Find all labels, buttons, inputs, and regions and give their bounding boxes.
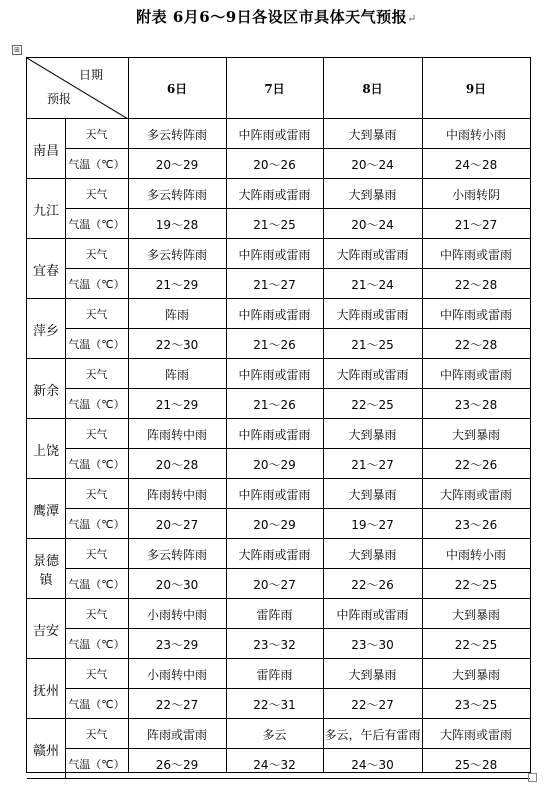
temp-cell: 22～31 bbox=[253, 697, 296, 712]
weather-cell: 中阵雨或雷雨 bbox=[238, 127, 311, 142]
temp-cell: 24～32 bbox=[253, 757, 296, 772]
document-title: 附表 6月6～9日各设区市具体天气预报↵ bbox=[136, 8, 417, 26]
temp-label: 气温（℃） bbox=[68, 398, 125, 411]
weather-cell: 阵雨或雷雨 bbox=[146, 727, 207, 742]
temp-cell: 20～29 bbox=[253, 457, 296, 472]
weather-cell: 大阵雨或雷雨 bbox=[439, 727, 512, 742]
temp-cell: 23～26 bbox=[454, 517, 498, 532]
weather-label: 天气 bbox=[85, 668, 108, 681]
temp-label: 气温（℃） bbox=[68, 578, 125, 591]
weather-cell: 中阵雨或雷雨 bbox=[336, 607, 409, 622]
city-name: 九江 bbox=[32, 203, 59, 219]
weather-cell: 大到暴雨 bbox=[348, 547, 397, 562]
temp-cell: 21～27 bbox=[253, 277, 296, 292]
weather-cell: 大阵雨或雷雨 bbox=[238, 187, 311, 202]
temp-cell: 25～28 bbox=[454, 757, 498, 772]
temp-cell: 22～28 bbox=[454, 277, 498, 292]
weather-cell: 大到暴雨 bbox=[348, 487, 397, 502]
city-name: 抚州 bbox=[32, 683, 59, 699]
weather-cell: 多云转阵雨 bbox=[146, 187, 207, 202]
weather-cell: 中阵雨或雷雨 bbox=[238, 367, 311, 382]
weather-cell: 阵雨 bbox=[164, 367, 189, 382]
weather-cell: 大到暴雨 bbox=[348, 187, 397, 202]
weather-cell: 中阵雨或雷雨 bbox=[238, 247, 311, 262]
day-header: 7日 bbox=[264, 82, 285, 96]
weather-label: 天气 bbox=[85, 728, 108, 741]
temp-label: 气温（℃） bbox=[68, 518, 125, 531]
temp-cell: 23～28 bbox=[454, 397, 498, 412]
temp-cell: 23～25 bbox=[454, 697, 498, 712]
weather-label: 天气 bbox=[85, 608, 108, 621]
day-header: 8日 bbox=[362, 82, 383, 96]
weather-label: 天气 bbox=[85, 488, 108, 501]
temp-cell: 22～26 bbox=[351, 577, 394, 592]
temp-cell: 19～28 bbox=[155, 217, 199, 232]
weather-label: 天气 bbox=[85, 308, 108, 321]
temp-cell: 20～28 bbox=[155, 457, 199, 472]
day-header: 9日 bbox=[465, 82, 487, 96]
weather-cell: 阵雨 bbox=[164, 307, 189, 322]
city-name: 景德镇 bbox=[32, 554, 59, 588]
temp-cell: 22～27 bbox=[155, 697, 199, 712]
weather-label: 天气 bbox=[85, 428, 108, 441]
corner-date-label: 日期 bbox=[79, 67, 104, 82]
temp-label: 气温（℃） bbox=[68, 458, 125, 471]
weather-cell: 大阵雨或雷雨 bbox=[439, 487, 512, 502]
temp-cell: 21～26 bbox=[253, 397, 296, 412]
temp-label: 气温（℃） bbox=[68, 698, 125, 711]
temp-label: 气温（℃） bbox=[68, 758, 125, 771]
temp-cell: 20～27 bbox=[253, 577, 296, 592]
temp-cell: 21～26 bbox=[253, 337, 296, 352]
weather-cell: 阵雨转中雨 bbox=[146, 487, 207, 502]
temp-cell: 22～27 bbox=[351, 697, 394, 712]
weather-cell: 小雨转中雨 bbox=[146, 667, 207, 682]
weather-cell: 雷阵雨 bbox=[256, 607, 293, 622]
temp-cell: 20～26 bbox=[253, 157, 296, 172]
weather-cell: 中雨转小雨 bbox=[445, 127, 506, 142]
temp-cell: 24～30 bbox=[351, 757, 394, 772]
weather-cell: 阵雨转中雨 bbox=[146, 427, 207, 442]
city-name: 萍乡 bbox=[32, 323, 59, 339]
city-name: 新余 bbox=[32, 383, 59, 399]
city-name: 南昌 bbox=[32, 143, 59, 159]
weather-cell: 大阵雨或雷雨 bbox=[336, 307, 409, 322]
temp-label: 气温（℃） bbox=[68, 638, 125, 651]
temp-cell: 23～30 bbox=[351, 637, 394, 652]
weather-cell: 中阵雨或雷雨 bbox=[439, 247, 512, 262]
temp-cell: 22～26 bbox=[454, 457, 498, 472]
temp-cell: 22～25 bbox=[454, 637, 498, 652]
weather-cell: 大阵雨或雷雨 bbox=[336, 247, 409, 262]
corner-forecast-label: 预报 bbox=[47, 91, 72, 106]
city-name: 宜春 bbox=[32, 263, 59, 279]
weather-cell: 小雨转中雨 bbox=[146, 607, 207, 622]
forecast-table bbox=[26, 57, 531, 773]
weather-label: 天气 bbox=[85, 128, 108, 141]
temp-cell: 20～24 bbox=[351, 157, 394, 172]
weather-cell: 多云 bbox=[262, 727, 287, 742]
temp-cell: 23～32 bbox=[253, 637, 296, 652]
temp-cell: 20～30 bbox=[155, 577, 199, 592]
temp-label: 气温（℃） bbox=[68, 158, 125, 171]
city-name: 鹰潭 bbox=[32, 503, 59, 519]
temp-cell: 26～29 bbox=[155, 757, 199, 772]
weather-label: 天气 bbox=[85, 368, 108, 381]
temp-cell: 21～29 bbox=[155, 277, 199, 292]
temp-label: 气温（℃） bbox=[68, 218, 125, 231]
weather-cell: 大阵雨或雷雨 bbox=[238, 547, 311, 562]
temp-cell: 22～30 bbox=[155, 337, 199, 352]
table-end-marker bbox=[528, 773, 537, 782]
weather-cell: 多云，午后有雷雨 bbox=[324, 727, 421, 742]
temp-cell: 20～27 bbox=[155, 517, 199, 532]
weather-cell: 大到暴雨 bbox=[348, 667, 397, 682]
temp-cell: 21～24 bbox=[351, 277, 394, 292]
temp-cell: 21～25 bbox=[351, 337, 394, 352]
temp-cell: 22～25 bbox=[351, 397, 394, 412]
weather-cell: 小雨转阴 bbox=[451, 187, 500, 202]
weather-cell: 大到暴雨 bbox=[348, 427, 397, 442]
weather-cell: 中雨转小雨 bbox=[445, 547, 506, 562]
temp-cell: 21～29 bbox=[155, 397, 199, 412]
temp-cell: 22～28 bbox=[454, 337, 498, 352]
temp-cell: 20～29 bbox=[155, 157, 199, 172]
city-name: 上饶 bbox=[32, 443, 59, 459]
weather-cell: 大阵雨或雷雨 bbox=[336, 367, 409, 382]
weather-cell: 多云转阵雨 bbox=[146, 547, 207, 562]
temp-cell: 24～28 bbox=[454, 157, 498, 172]
temp-cell: 20～29 bbox=[253, 517, 296, 532]
city-name: 赣州 bbox=[32, 743, 59, 759]
temp-cell: 20～24 bbox=[351, 217, 394, 232]
city-name: 吉安 bbox=[32, 623, 59, 639]
weather-cell: 大到暴雨 bbox=[348, 127, 397, 142]
weather-cell: 中阵雨或雷雨 bbox=[439, 307, 512, 322]
temp-label: 气温（℃） bbox=[68, 338, 125, 351]
temp-cell: 23～29 bbox=[155, 637, 199, 652]
temp-cell: 22～25 bbox=[454, 577, 498, 592]
temp-cell: 21～27 bbox=[351, 457, 394, 472]
temp-label: 气温（℃） bbox=[68, 278, 125, 291]
temp-cell: 21～25 bbox=[253, 217, 296, 232]
weather-cell: 中阵雨或雷雨 bbox=[238, 307, 311, 322]
weather-cell: 雷阵雨 bbox=[256, 667, 293, 682]
weather-label: 天气 bbox=[85, 188, 108, 201]
paragraph-mark: ↵ bbox=[407, 12, 417, 25]
weather-cell: 多云转阵雨 bbox=[146, 247, 207, 262]
weather-cell: 中阵雨或雷雨 bbox=[439, 367, 512, 382]
weather-cell: 大到暴雨 bbox=[451, 607, 500, 622]
temp-cell: 21～27 bbox=[454, 217, 498, 232]
weather-cell: 大到暴雨 bbox=[451, 427, 500, 442]
weather-label: 天气 bbox=[85, 548, 108, 561]
weather-cell: 大到暴雨 bbox=[451, 667, 500, 682]
temp-cell: 19～27 bbox=[351, 517, 394, 532]
table-move-handle-icon[interactable]: ⊞ bbox=[12, 45, 22, 55]
weather-cell: 中阵雨或雷雨 bbox=[238, 487, 311, 502]
day-header: 6日 bbox=[166, 82, 188, 96]
weather-cell: 中阵雨或雷雨 bbox=[238, 427, 311, 442]
weather-cell: 多云转阵雨 bbox=[146, 127, 207, 142]
weather-label: 天气 bbox=[85, 248, 108, 261]
